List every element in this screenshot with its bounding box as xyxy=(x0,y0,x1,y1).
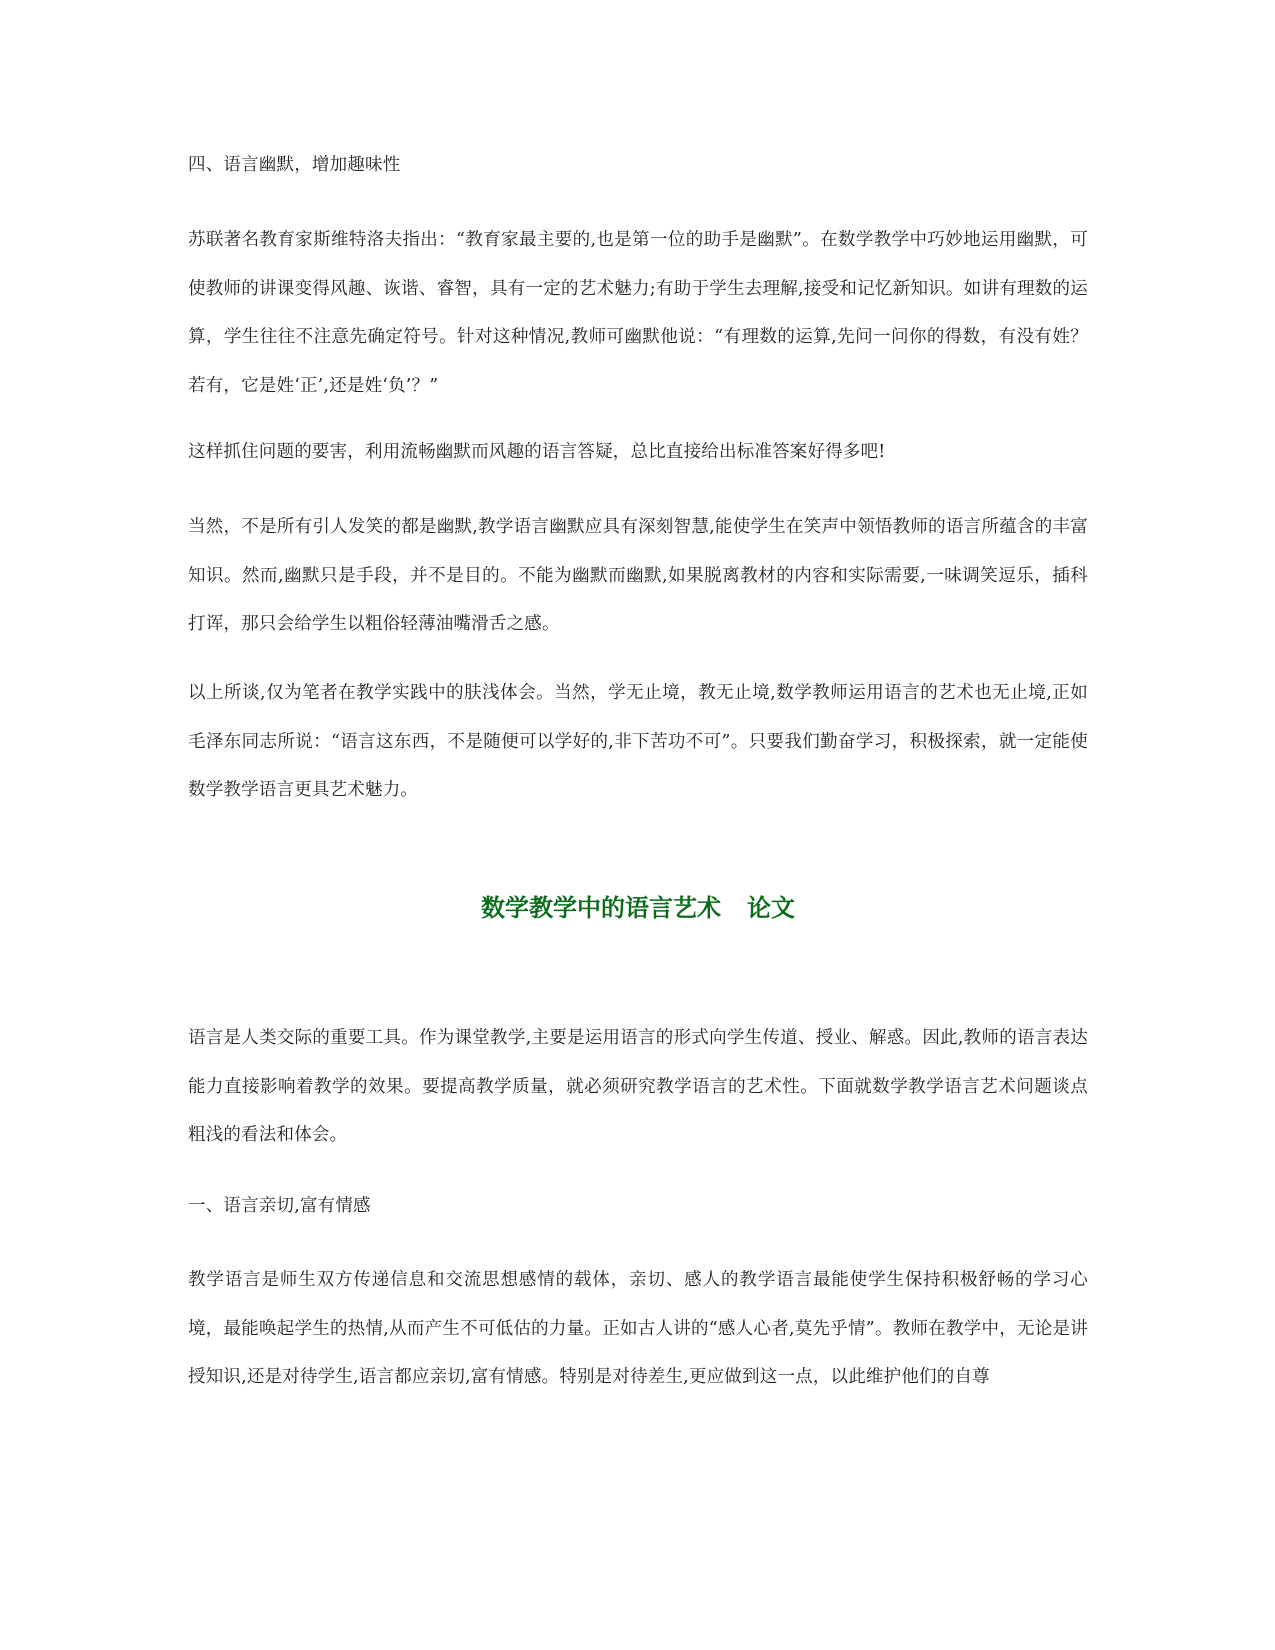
paragraph-section-1: 教学语言是师生双方传递信息和交流思想感情的载体，亲切、感人的教学语言最能使学生保持积极舒畅的学习心境，最能唤起学生的热情,从而产生不可低估的力量。正如古人讲的“感人心者,莫先乎情”。教师在教学中，无论是讲授知识,还是对待学生,语言都应亲切,富有情感。特别是对待差生,更应做到这一点，以此维护他们的自尊 xyxy=(188,1270,1088,1387)
article-title-main: 数学教学中的语言艺术 xyxy=(481,893,721,922)
section-heading-1: 一、语言亲切,富有情感 xyxy=(188,1196,371,1216)
paragraph-conclusion: 以上所谈,仅为笔者在教学实践中的肤浅体会。当然，学无止境，教无止境,数学教师运用语言的艺术也无止境,正如毛泽东同志所说：“语言这东西，不是随便可以学好的,非下苦功不可”。只要我们勤奋学习，积极探索，就一定能使数学教学语言更具艺术魅力。 xyxy=(188,683,1088,800)
paragraph-intro: 语言是人类交际的重要工具。作为课堂教学,主要是运用语言的形式向学生传道、授业、解惑。因此,教师的语言表达能力直接影响着教学的效果。要提高教学质量，就必须研究教学语言的艺术性。下面就数学教学语言艺术问题谈点粗浅的看法和体会。 xyxy=(188,1028,1088,1145)
article-title xyxy=(188,888,1088,928)
paragraph-humor-caution: 当然，不是所有引人发笑的都是幽默,教学语言幽默应具有深刻智慧,能使学生在笑声中领悟教师的语言所蕴含的丰富知识。然而,幽默只是手段，并不是目的。不能为幽默而幽默,如果脱离教材的内容和实际需要,一味调笑逗乐，插科打诨，那只会给学生以粗俗轻薄油嘴滑舌之感。 xyxy=(188,517,1088,634)
paragraph-humor-point: 这样抓住问题的要害，利用流畅幽默而风趣的语言答疑，总比直接给出标准答案好得多吧! xyxy=(188,442,886,462)
article-title-suffix: 论文 xyxy=(747,893,795,922)
paragraph-humor-intro: 苏联著名教育家斯维特洛夫指出：“教育家最主要的,也是第一位的助手是幽默”。在数学教学中巧妙地运用幽默，可使教师的讲课变得风趣、诙谐、睿智，具有一定的艺术魅力;有助于学生去理解,接受和记忆新知识。如讲有理数的运算，学生往往不注意先确定符号。针对这种情况,教师可幽默他说：“有理数的运算,先问一问你的得数，有没有姓？若有，它是姓‘正’,还是姓‘负’？” xyxy=(188,230,1088,396)
section-heading-4: 四、语言幽默，增加趣味性 xyxy=(188,155,401,175)
